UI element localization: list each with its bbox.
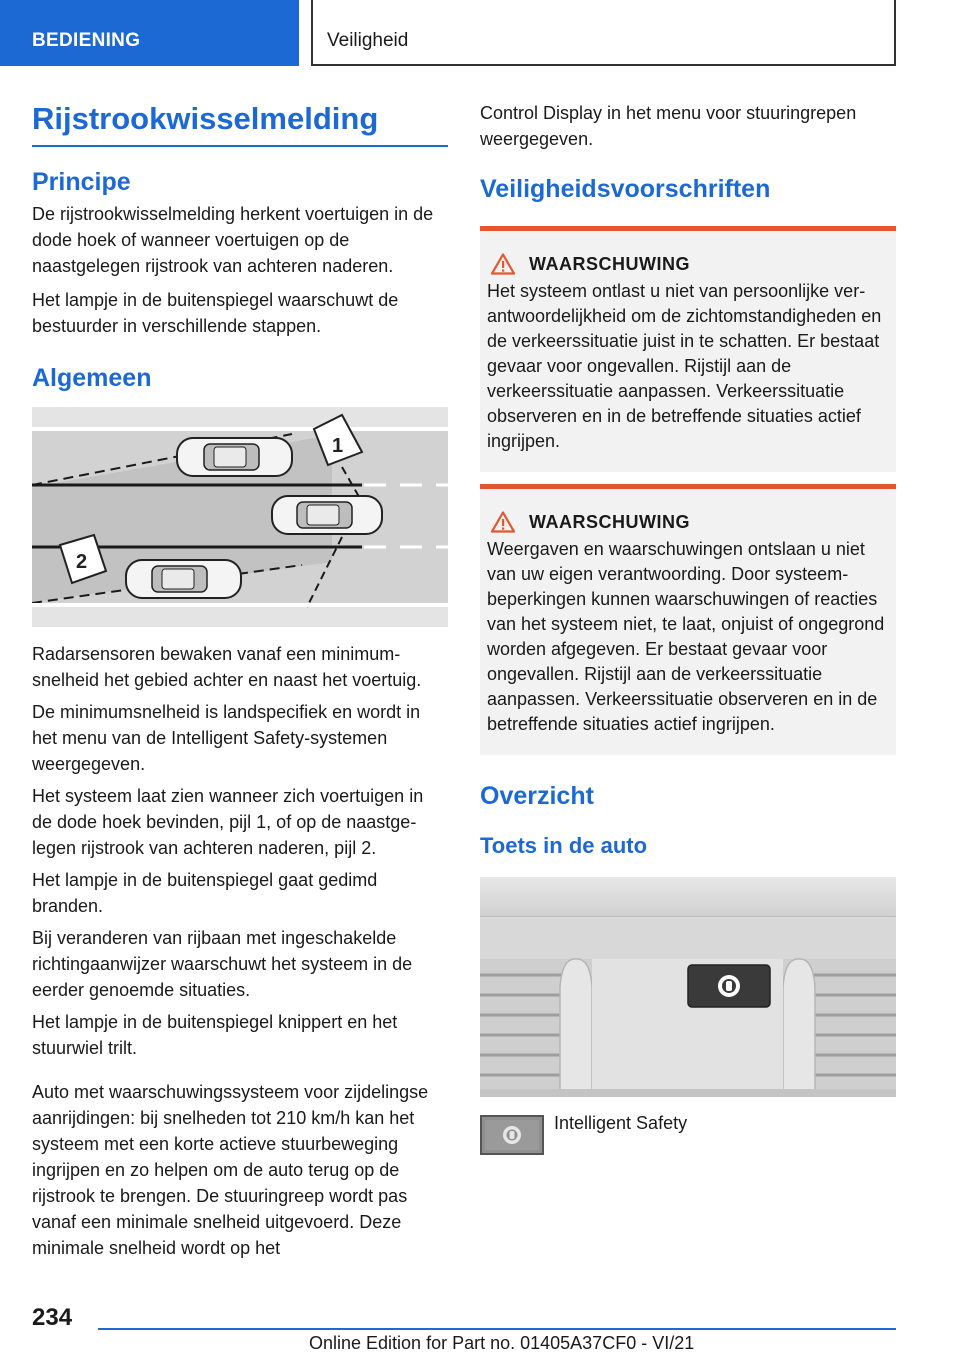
button-legend-row <box>480 1115 896 1155</box>
heading-algemeen: Algemeen <box>32 364 152 393</box>
car-icon <box>177 438 292 476</box>
paragraph-principe-2: Het lampje in de buitenspiegel waarschuwt de bestuurder in verschillende stappen. <box>32 290 399 337</box>
warning-title: WAARSCHUWING <box>529 511 690 532</box>
footer-edition: Online Edition for Part no. 01405A37CF0 - VI/21 <box>309 1333 695 1353</box>
header-chapter-tab <box>311 0 896 66</box>
paragraph-algemeen-6: Het lampje in de buitenspiegel knippert en het stuurwiel trilt. <box>32 1012 398 1059</box>
paragraph-continued: Control Display in het menu voor stuuringrepen weergegeven. <box>480 103 857 149</box>
intelligent-safety-button-icon <box>480 1115 544 1155</box>
header-chapter-label: Veiligheid <box>327 30 409 51</box>
warning-box-1 <box>480 226 896 472</box>
right-column <box>480 100 896 1155</box>
warning-title: WAARSCHUWING <box>529 253 690 274</box>
header-section-label: BEDIENING <box>32 30 141 51</box>
arrow-1-label: 1 <box>332 435 344 458</box>
footer-divider <box>98 1328 896 1330</box>
heading-veiligheidsvoorschriften: Veiligheidsvoorschriften <box>480 175 771 203</box>
lane-change-illustration <box>32 407 448 627</box>
paragraph-principe-1: De rijstrookwisselmelding herkent voertuigen in de dode hoek of wanneer voertuigen op de naastgelegen rijstrook van achteren naderen. <box>32 204 434 277</box>
page-title: Rijstrookwisselmelding <box>32 100 448 147</box>
warning-triangle-icon <box>491 511 515 533</box>
header-section-tab <box>0 0 299 66</box>
warning-text: Weergaven en waarschuwingen ontslaan u niet van uw eigen verantwoording. Door systeembeperkingen kunnen waarschuwingen of reacties van het systeem niet, te laat, onjuist of ongegrond worden afgegeven. Er bestaat gevaar voor ongevallen. Rijstijl aan de verkeerssituatie aanpassen. Verkeerssituatie observeren en in de betreffende situaties actief ingrijpen. <box>487 539 885 734</box>
arrow-2-label: 2 <box>76 551 88 574</box>
warning-box-2 <box>480 484 896 755</box>
warning-text: Het systeem ontlast u niet van persoonlijke verantwoordelijkheid om de zichtomstandigheden en de verkeerssituatie juist in te schatten. Er bestaat gevaar voor ongevallen. Rijstijl aan de verkeerssituatie aanpassen. Verkeerssituatie observeren en in de betreffende situaties actief ingrijpen. <box>487 281 882 451</box>
car-icon <box>126 560 241 598</box>
heading-principe: Principe <box>32 168 131 197</box>
paragraph-algemeen-5: Bij veranderen van rijbaan met ingeschakelde richtingaanwijzer waarschuwt het systeem in de eerder genoemde situaties. <box>32 928 413 1001</box>
paragraph-algemeen-2: De minimumsnelheid is landspecifiek en wordt in het menu van de Intelligent Safety-systemen weergegeven. <box>32 702 421 775</box>
warning-triangle-icon <box>491 253 515 275</box>
heading-overzicht: Overzicht <box>480 782 594 810</box>
left-column <box>32 100 448 1261</box>
paragraph-algemeen-4: Het lampje in de buitenspiegel gaat gedimd branden. <box>32 870 378 917</box>
paragraph-algemeen-7: Auto met waarschuwingssysteem voor zijdelingse aanrijdingen: bij snelheden tot 210 km/h kan het systeem met een korte actieve stuurbeweging ingrijpen en zo helpen om de auto terug op de rijstrook te brengen. De stuuringreep wordt pas vanaf een minimale snelheid uitgevoerd. Deze minimale snelheid wordt op het <box>32 1082 429 1259</box>
paragraph-algemeen-1: Radarsensoren bewaken vanaf een minimumsnelheid het gebied achter en naast het voertuig. <box>32 644 422 691</box>
button-legend-label: Intelligent Safety <box>554 1113 688 1134</box>
page-number: 234 <box>32 1304 73 1331</box>
heading-toets-in-de-auto: Toets in de auto <box>480 833 648 858</box>
dashboard-button-photo <box>480 877 896 1097</box>
intelligent-safety-icon <box>718 975 740 997</box>
car-icon <box>272 496 382 534</box>
paragraph-algemeen-3: Het systeem laat zien wanneer zich voertuigen in de dode hoek bevinden, pijl 1, of op de naastgelegen rijstrook van achteren naderen, pijl 2. <box>32 786 424 859</box>
